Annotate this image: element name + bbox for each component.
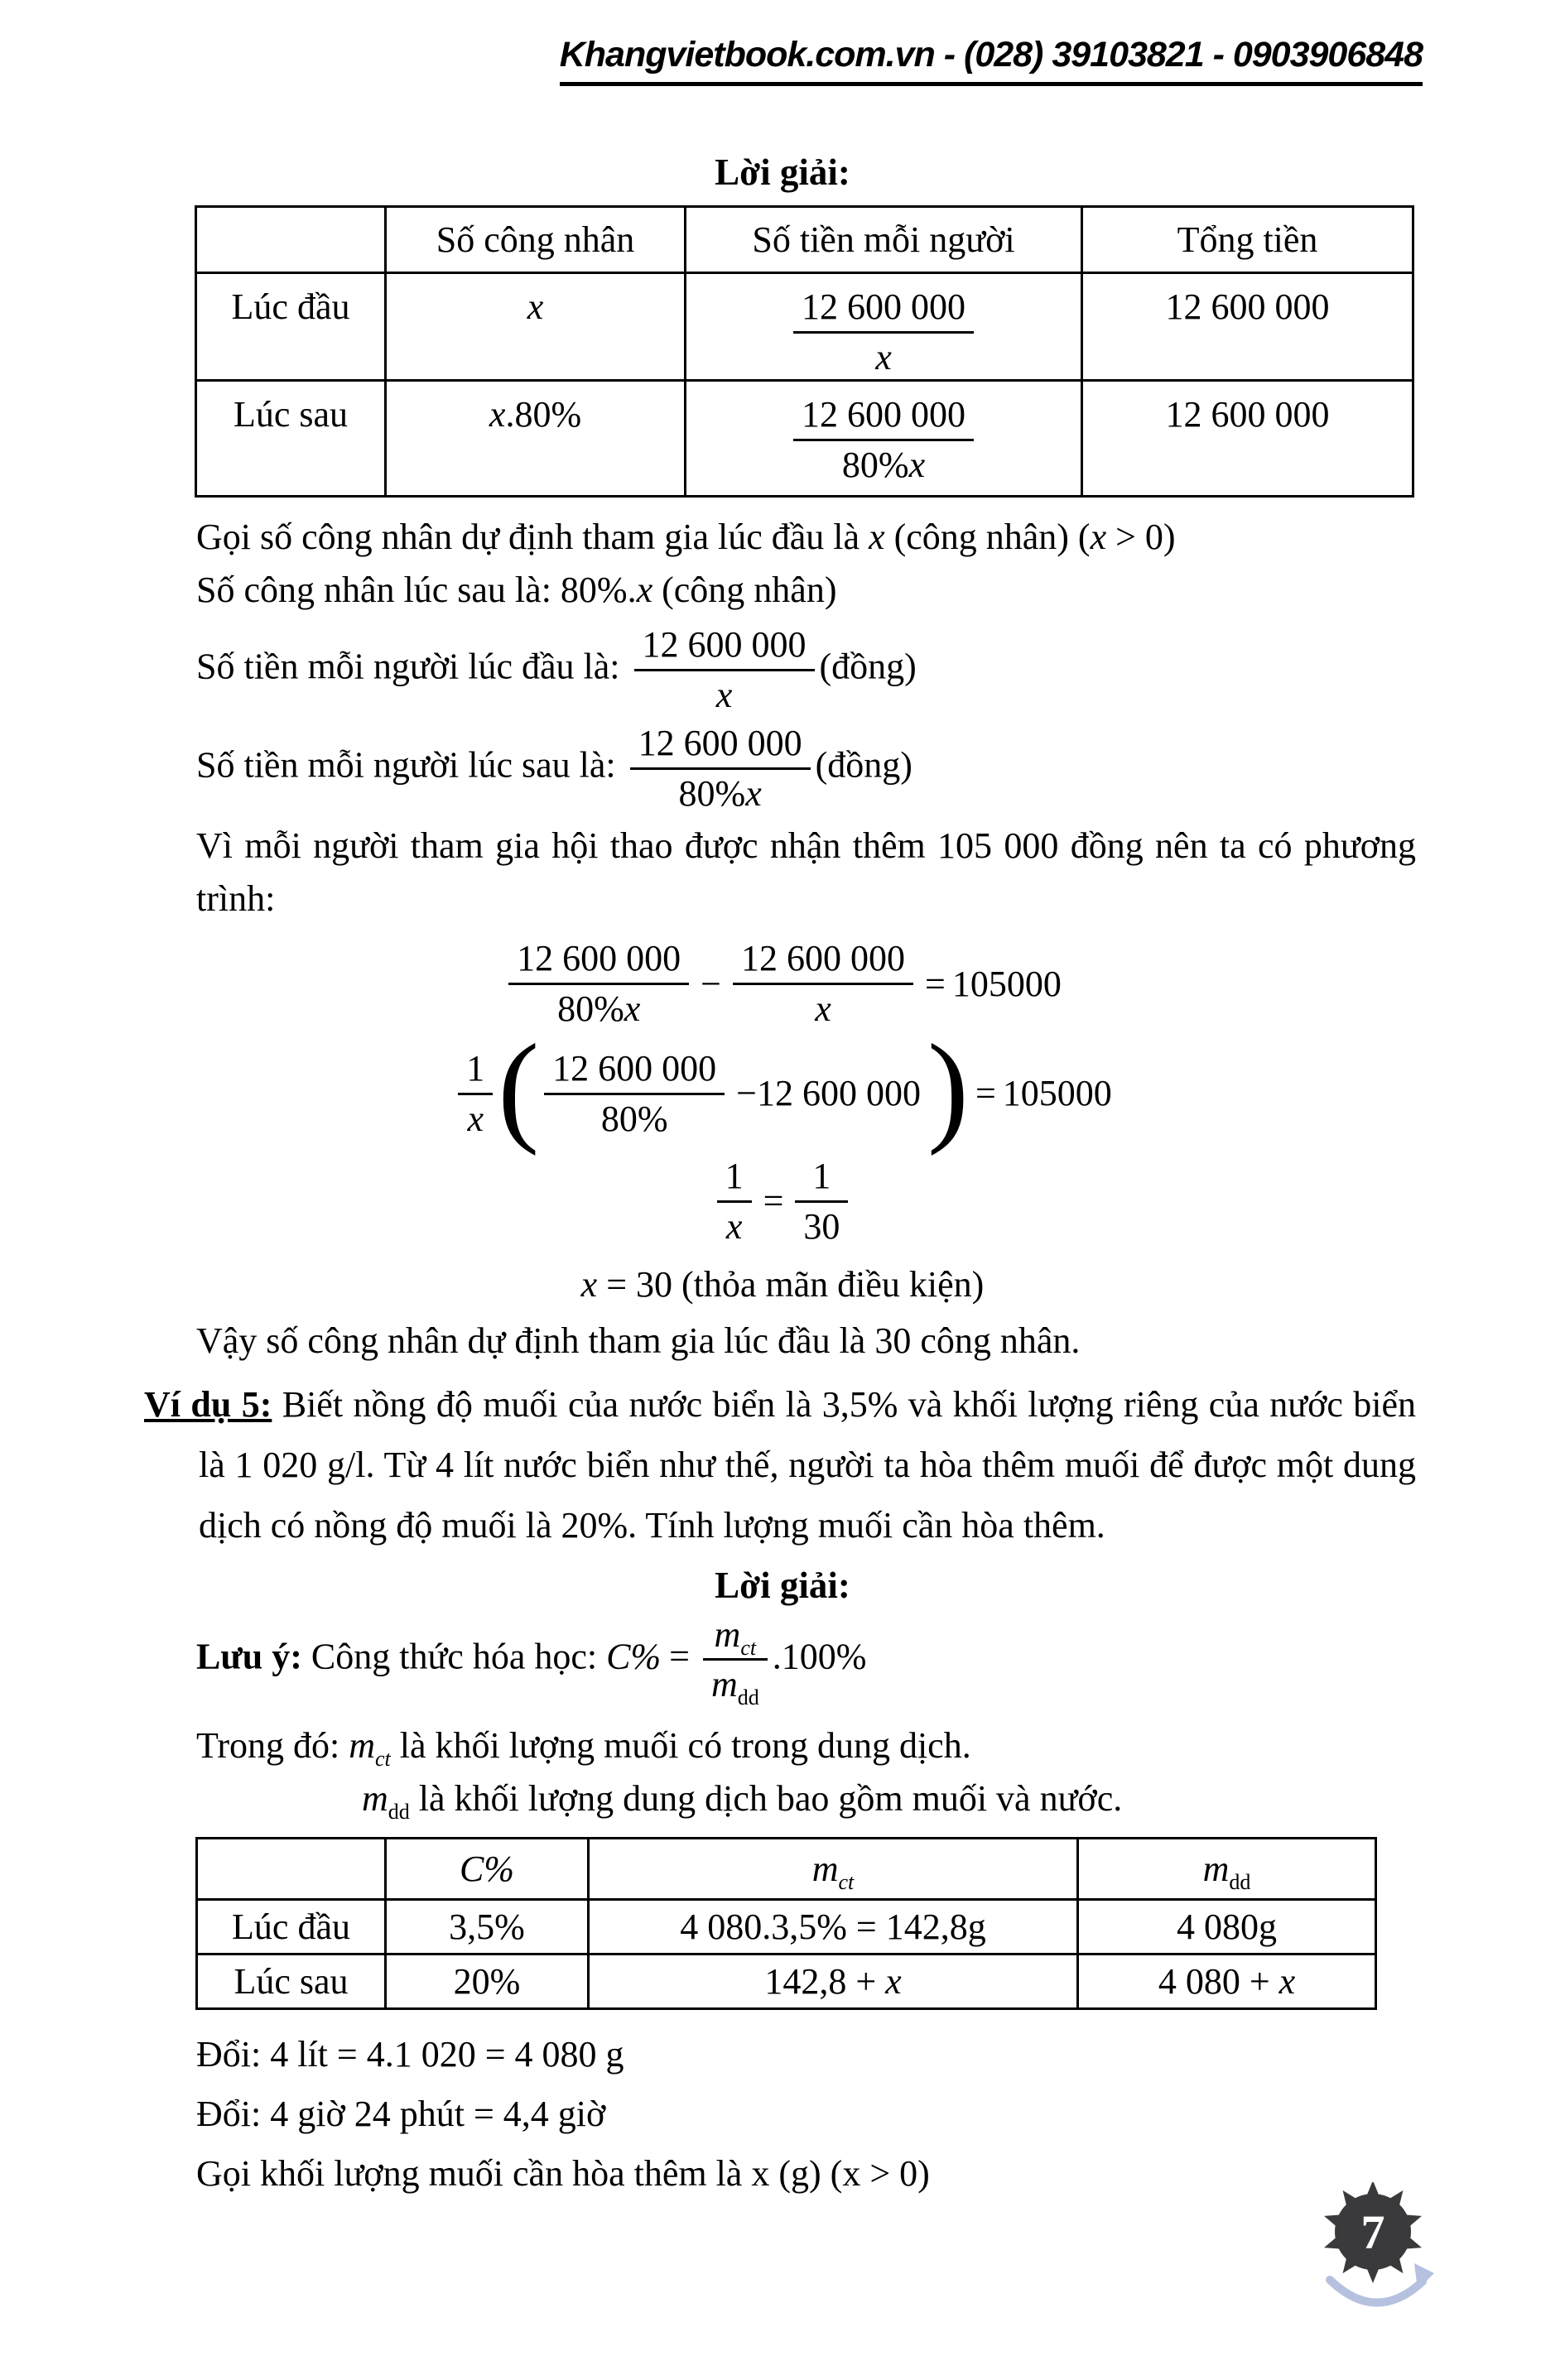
- c-value: 20%: [386, 1954, 589, 2009]
- money-fraction-cell: [686, 380, 1082, 496]
- table-header-row: [197, 1839, 1376, 1900]
- header-cell-mct: $m_{ct}$: [589, 1839, 1078, 1900]
- fraction: $\frac{1}{x}$: [717, 1155, 752, 1248]
- total-value: 12 600 000: [1082, 273, 1413, 381]
- math-x: x: [636, 569, 653, 610]
- concentration-table: [195, 1837, 1377, 2010]
- math-x: x: [580, 1263, 598, 1305]
- math-x: x: [869, 516, 885, 557]
- fraction: $\frac{12 600 000}{80\%x}$: [630, 722, 811, 815]
- page-number-badge: [1318, 2182, 1451, 2357]
- equals-sign: =: [975, 1073, 996, 1114]
- document-page: [0, 33, 1565, 2259]
- header-cell-mdd: $m_{dd}$: [1078, 1839, 1376, 1900]
- header-cell-workers: Số công nhân: [386, 207, 686, 273]
- solution2-title: Lời giải:: [715, 1564, 850, 1606]
- equation-3: [0, 1155, 1565, 1248]
- row-label: Lúc sau: [196, 380, 386, 496]
- mct-value: 4 080.3,5% = 142,8g: [589, 1900, 1078, 1954]
- page-header: [0, 33, 1565, 86]
- conversion-line-2: Đổi: 4 giờ 24 phút = 4,4 giờ: [196, 2094, 606, 2135]
- solution1-title: Lời giải:: [715, 151, 850, 193]
- paragraph-tien-luc-dau: Số tiền mỗi người lúc đầu là: $\frac{12 600 000}{x}$ (đồng): [196, 623, 917, 715]
- table-row-after: [196, 380, 1413, 496]
- header-cell-c-percent: C%: [386, 1839, 589, 1900]
- example5-paragraph: Ví dụ 5: Biết nồng độ muối của nước biển là 3,5% và khối lượng riêng của nước biển là 1 020 g/l. Từ 4 lít nước biển như thế, người ta hòa thêm muối để được một dung dịch có nồng độ muối là 20%. Tính lượng muối cần hòa thêm.: [144, 1383, 1416, 1546]
- fraction: $\frac{12 600 000}{x}$: [733, 937, 913, 1031]
- equation-4: x = 30 (thỏa mãn điều kiện): [580, 1263, 985, 1305]
- note-label: Lưu ý:: [196, 1636, 302, 1677]
- header-cell-empty: [196, 207, 386, 273]
- row-label: Lúc đầu: [196, 273, 386, 381]
- paragraph-goi-so-cong-nhan: Gọi số công nhân dự định tham gia lúc đầu là x (công nhân) (x > 0): [196, 516, 1176, 557]
- fraction: $\frac{12 600 000}{80\%x}$: [793, 393, 974, 487]
- site-header-text: Khangvietbook.com.vn - (028) 39103821 - 0903906848: [560, 35, 1423, 86]
- example5-label: Ví dụ 5:: [144, 1383, 272, 1425]
- table-row-after: [197, 1954, 1376, 2009]
- fraction: $\frac{12 600 000}{x}$: [634, 623, 815, 717]
- header-cell-empty: [197, 1839, 386, 1900]
- workers-value: [386, 273, 686, 381]
- paragraph-so-cong-nhan-luc-sau: Số công nhân lúc sau là: 80%.x (công nhân): [196, 569, 837, 610]
- math-x: x: [489, 393, 506, 435]
- fraction: $\frac{1}{x}$: [458, 1047, 493, 1141]
- equation-1: $\frac{12 600 000}{80\%x}$ − $\frac{12 600 000}{x}$ = 105000: [0, 937, 1565, 1031]
- workers-value: x.80%: [386, 380, 686, 496]
- math-c-percent: C%: [606, 1636, 662, 1677]
- fraction: $\frac{12 600 000}{x}$: [793, 286, 974, 379]
- mdd-value: 4 080g: [1078, 1900, 1376, 1954]
- fraction: $\frac{1}{30}$: [795, 1155, 848, 1248]
- open-paren: (: [498, 1019, 540, 1157]
- gear-icon: [1322, 2182, 1423, 2283]
- header-cell-money-per-person: Số tiền mỗi người: [686, 207, 1082, 273]
- conversion-line-1: Đổi: 4 lít = 4.1 020 = 4 080 g: [196, 2034, 624, 2075]
- paragraph-vi-moi-nguoi: Vì mỗi người tham gia hội thao được nhận thêm 105 000 đồng nên ta có phương trình:: [196, 825, 1416, 920]
- paragraph-tien-luc-sau: Số tiền mỗi người lúc sau là: $\frac{12 600 000}{80\%x}$ (đồng): [196, 722, 913, 814]
- total-value: 12 600 000: [1082, 380, 1413, 496]
- math-x: x: [527, 286, 544, 327]
- fraction: $\frac{12 600 000}{80\%}$: [544, 1047, 725, 1141]
- header-cell-total: Tổng tiền: [1082, 207, 1413, 273]
- where-line-2: $m_{dd}$ là khối lượng dung dịch bao gồm muối và nước.: [362, 1778, 1123, 1825]
- where-line-1: Trong đó: $m_{ct}$ là khối lượng muối có trong dung dịch.: [196, 1725, 971, 1772]
- c-value: 3,5%: [386, 1900, 589, 1954]
- equation-2: $\frac{1}{x}$ ( $\frac{12 600 000}{80\%}$ −12 600 000) = 105000: [0, 1041, 1565, 1147]
- table-row-before: [196, 273, 1413, 381]
- fraction: $\frac{12 600 000}{80\%x}$: [508, 937, 689, 1031]
- conclusion-line: Vậy số công nhân dự định tham gia lúc đầu là 30 công nhân.: [196, 1320, 1081, 1361]
- goi-khoi-luong-line: Gọi khối lượng muối cần hòa thêm là x (g) (x > 0): [196, 2153, 930, 2195]
- equals-sign: =: [669, 1636, 690, 1677]
- workers-money-table: [195, 205, 1414, 498]
- note-formula-line: Lưu ý: Công thức hóa học: C% = $\frac{m_{ct}}{m_{dd}}$ .100%: [196, 1613, 867, 1710]
- page-number: 7: [1360, 2205, 1385, 2259]
- math-m-dd: m: [362, 1778, 388, 1820]
- mct-value: 142,8 + x: [589, 1954, 1078, 2009]
- minus-term: −12 600 000: [736, 1073, 921, 1114]
- math-m-ct: m: [349, 1725, 375, 1767]
- gear-page-icon: [1318, 2182, 1451, 2348]
- close-paren: ): [927, 1019, 969, 1157]
- row-label: Lúc sau: [197, 1954, 386, 2009]
- minus-sign: −: [701, 963, 721, 1004]
- equals-sign: =: [763, 1180, 784, 1222]
- table-row-before: [197, 1900, 1376, 1954]
- equals-sign: =: [925, 963, 946, 1004]
- math-x: x: [1090, 516, 1107, 557]
- row-label: Lúc đầu: [197, 1900, 386, 1954]
- money-fraction-cell: [686, 273, 1082, 381]
- table-header-row: [196, 207, 1413, 273]
- fraction: $\frac{m_{ct}}{m_{dd}}$: [703, 1613, 768, 1707]
- mdd-value: 4 080 + x: [1078, 1954, 1376, 2009]
